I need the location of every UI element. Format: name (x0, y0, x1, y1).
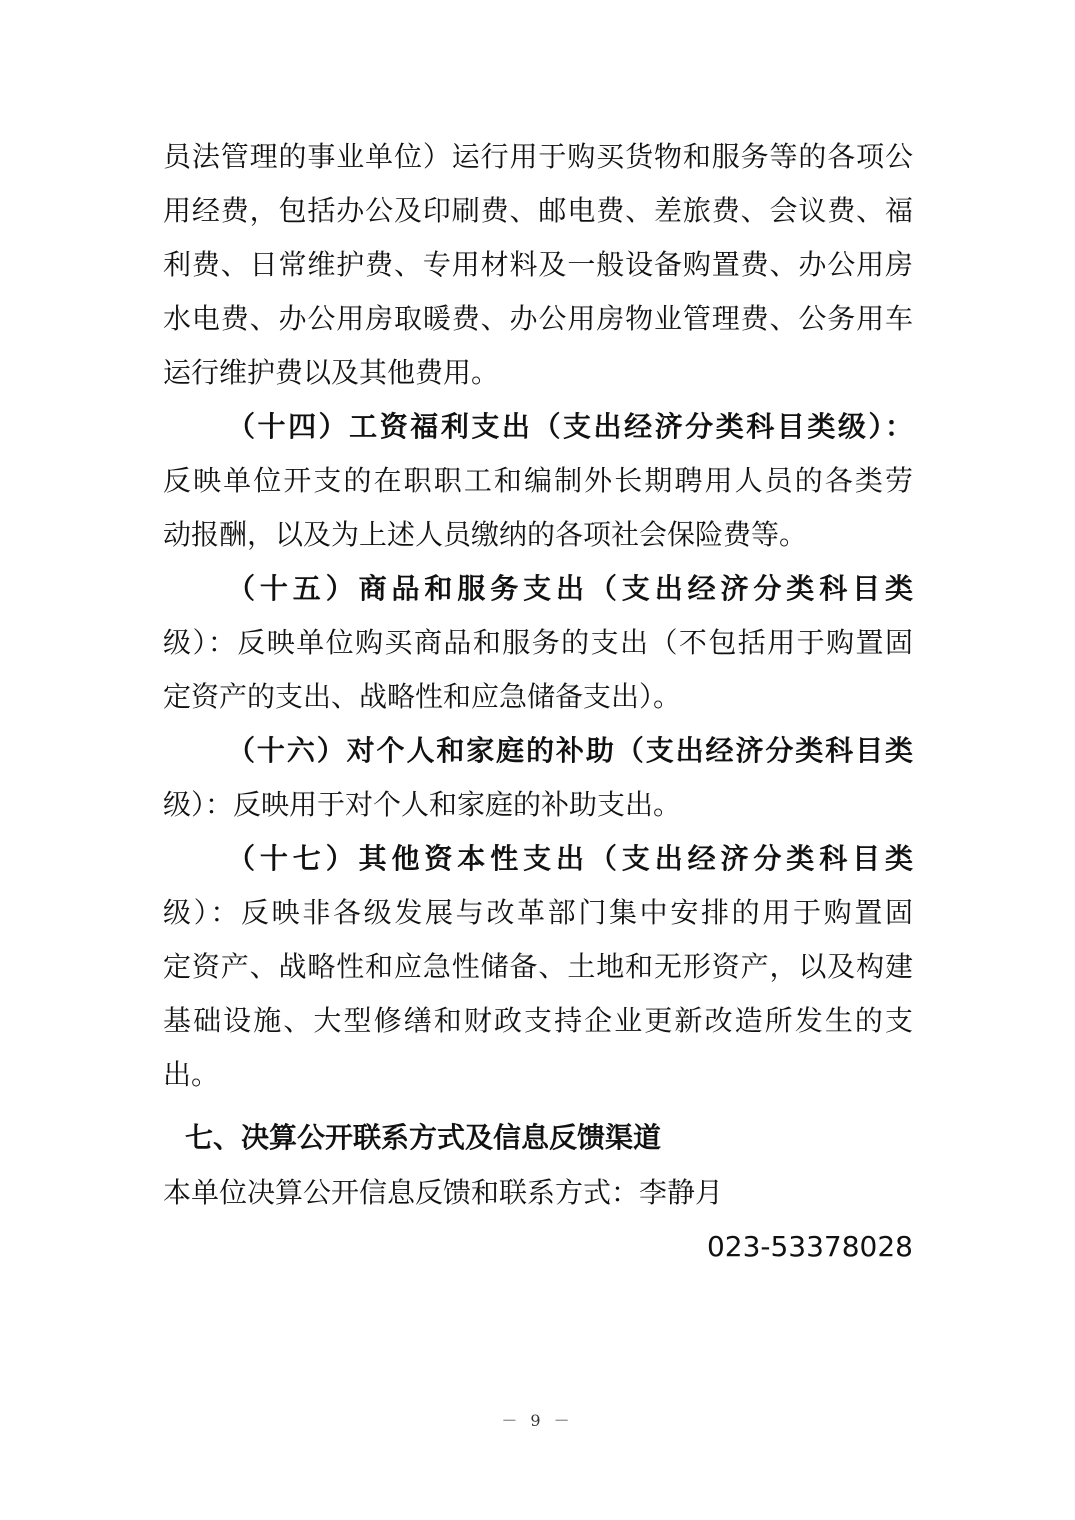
body-text (163, 130, 913, 1102)
para13-line-3: 利费、日常维护费、专用材料及一般设备购置费、办公用房 (163, 248, 913, 281)
contact-phone: 023-53378028 (706, 1230, 913, 1263)
para17-heading-text: （十七）其他资本性支出（支出经济分类科目类 (227, 842, 913, 875)
para13-line-4: 水电费、办公用房取暖费、办公用房物业管理费、公务用车 (163, 302, 913, 335)
para15-line-1: 级）：反映单位购买商品和服务的支出（不包括用于购置固 (163, 626, 913, 659)
para13-line-1: 员法管理的事业单位）运行用于购买货物和服务等的各项公 (163, 140, 913, 173)
para17-line-4: 出。 (163, 1058, 220, 1091)
para15-heading (163, 562, 913, 616)
para17-line-1: 级）：反映非各级发展与改革部门集中安排的用于购置固 (163, 896, 913, 929)
contact-label: 本单位决算公开信息反馈和联系方式：李静月 (163, 1176, 724, 1209)
para17-heading (163, 832, 913, 886)
para16-heading (163, 724, 913, 778)
para17-line-3: 基础设施、大型修缮和财政支持企业更新改造所发生的支 (163, 1004, 913, 1037)
para15-heading-text: （十五）商品和服务支出（支出经济分类科目类 (227, 572, 913, 605)
para16-line-1: 级）：反映用于对个人和家庭的补助支出。 (163, 788, 682, 821)
contact-info (163, 1166, 913, 1274)
para13-line-2: 用经费，包括办公及印刷费、邮电费、差旅费、会议费、福 (163, 194, 913, 227)
para14-line-1: 反映单位开支的在职职工和编制外长期聘用人员的各类劳 (163, 464, 913, 497)
page-number: － 9 － (501, 1411, 574, 1430)
para14-heading-text: （十四）工资福利支出（支出经济分类科目类级）： (227, 410, 913, 443)
para16-heading-text: （十六）对个人和家庭的补助（支出经济分类科目类 (227, 734, 913, 767)
para17-line-2: 定资产、战略性和应急性储备、土地和无形资产，以及构建 (163, 950, 913, 983)
para14-line-2: 动报酬，以及为上述人员缴纳的各项社会保险费等。 (163, 518, 808, 551)
section-7-title: 七、决算公开联系方式及信息反馈渠道 (185, 1121, 662, 1154)
para14-heading (163, 400, 913, 454)
para15-line-2: 定资产的支出、战略性和应急储备支出）。 (163, 680, 682, 713)
para13-line-5: 运行维护费以及其他费用。 (163, 356, 500, 389)
